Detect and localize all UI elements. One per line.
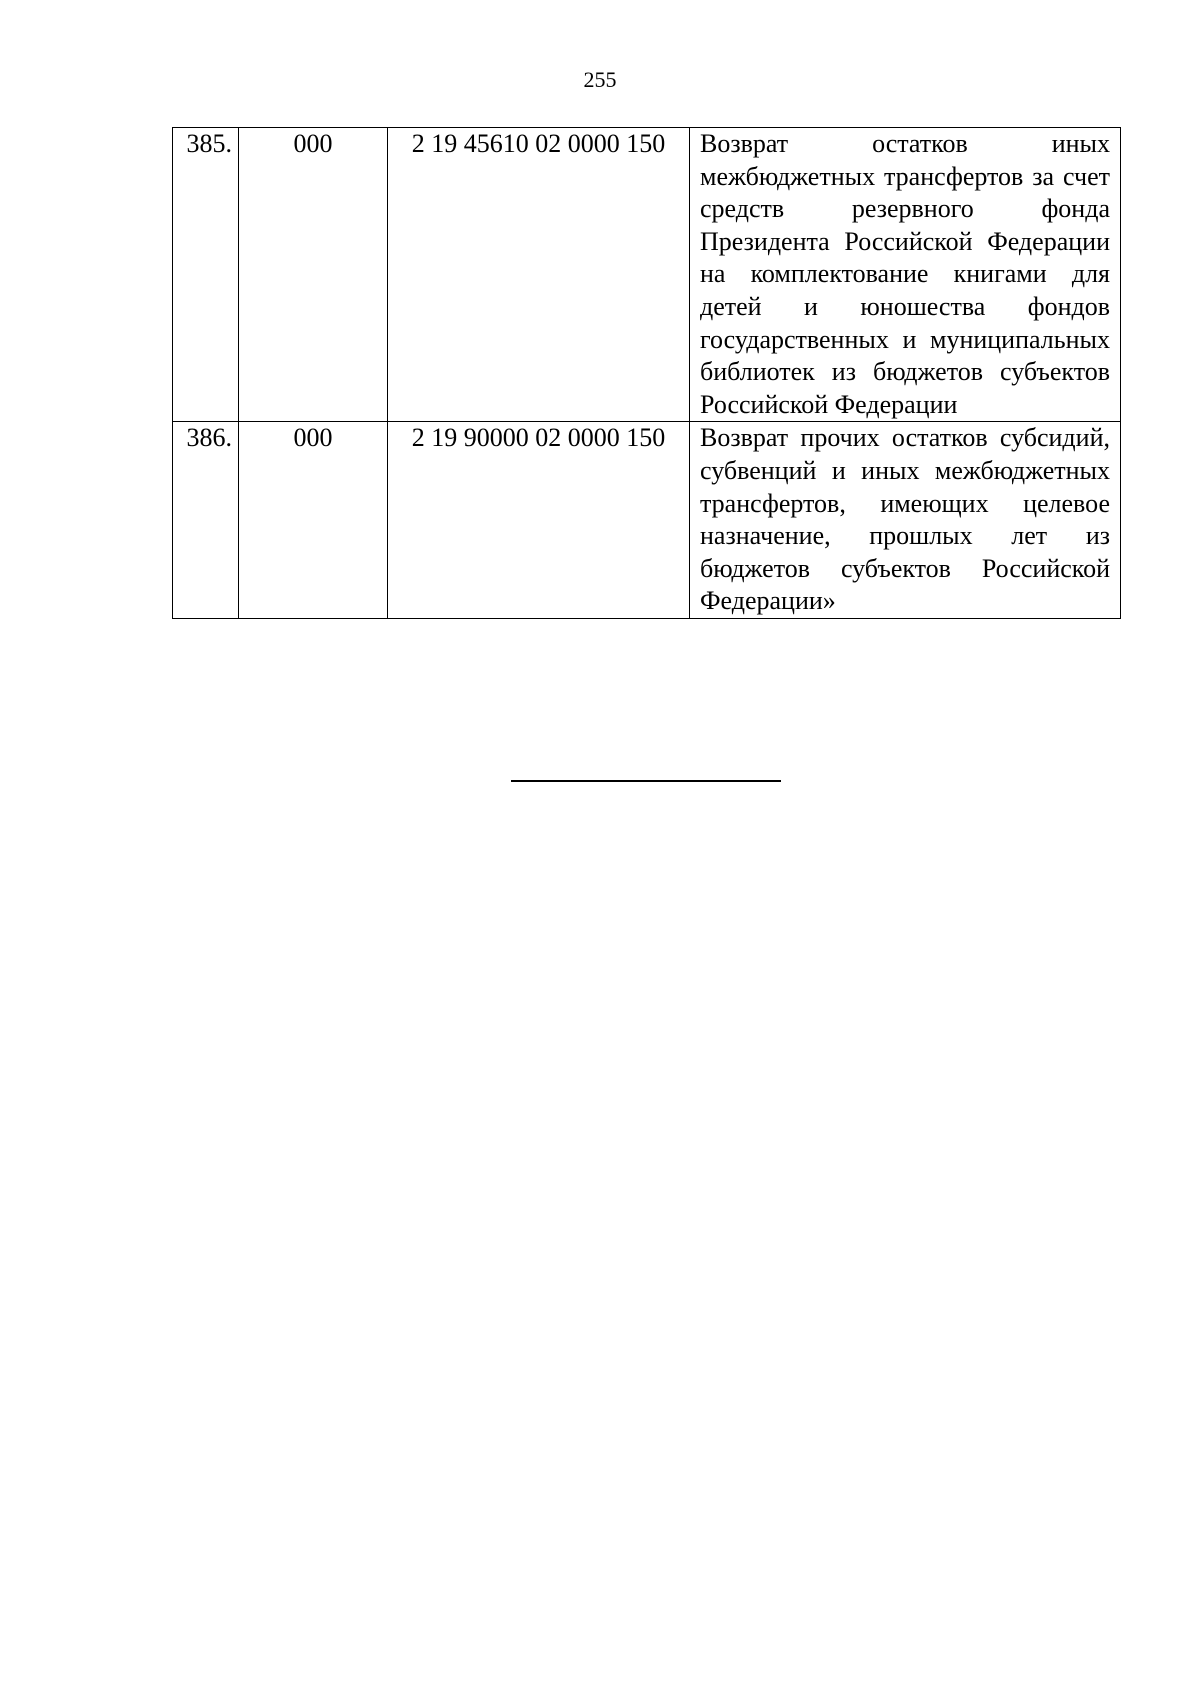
revenue-name-cell: Возврат прочих остатков субсидий, субвенций и иных межбюджетных трансфертов, имеющих целевое назначение, прошлых лет из бюджетов субъектов Российской Федерации» <box>690 422 1121 619</box>
revenue-name-cell: Возврат остатков иных межбюджетных трансфертов за счет средств резервного фонда Президента Российской Федерации на комплектование книгами для детей и юношества фондов государственных и муниципальных библиотек из бюджетов субъектов Российской Федерации <box>690 128 1121 422</box>
budget-code-cell: 2 19 45610 02 0000 150 <box>388 128 690 422</box>
admin-code-cell: 000 <box>239 128 388 422</box>
row-number-cell: 385. <box>173 128 239 422</box>
budget-code-cell: 2 19 90000 02 0000 150 <box>388 422 690 619</box>
table-row <box>173 128 1121 422</box>
table-row <box>173 422 1121 619</box>
budget-classification-table <box>172 127 1121 619</box>
page-number: 255 <box>583 67 617 92</box>
row-number-cell: 386. <box>173 422 239 619</box>
admin-code-cell: 000 <box>239 422 388 619</box>
end-of-document-rule <box>511 780 781 782</box>
